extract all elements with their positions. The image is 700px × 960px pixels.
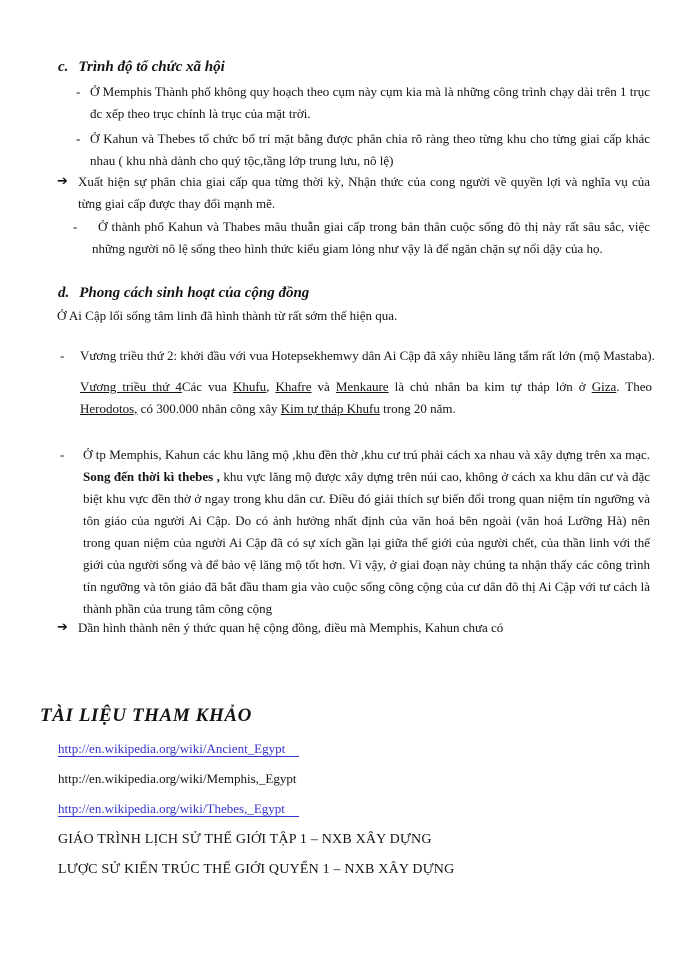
reference-book-2: LƯỢC SỬ KIẾN TRÚC THẾ GIỚI QUYỂN 1 – NXB XÂY DỰNG [58,862,455,877]
paragraph-dynasty-4: Vương triều thứ 4Các vua Khufu, Khafre và Menkaure là chủ nhân ba kim tự tháp lớn ở Giza. Theo Herodotos, có 300.000 nhân công xây Kim tự tháp Khufu trong 20 năm. [80,379,653,416]
section-c-title: Trình độ tổ chức xã hội [78,59,225,75]
reference-link-memphis-egypt [58,770,296,788]
list-item-text: Ở thành phố Kahun và Thabes mâu thuẫn giai cấp trong bản thân cuộc sống đô thị này rất sâu sắc, việc những người nô lệ sống theo hình thức kiểu giam lỏng như vậy là để ngăn chặn sự nổi dậy của họ. [92,219,650,256]
section-d-label: d. [58,285,70,301]
list-item-memphis-kahun-tombs [60,444,650,620]
arrow-bullet-icon: ➔ [57,174,68,189]
list-item-text: Ở tp Memphis, Kahun các khu lăng mộ ,khu đền thờ ,khu cư trú phải cách xa nhau và xây dựng trên xa mạc. Song đến thời kì thebes , khu vực lăng mộ được xây dựng trên núi cao, không ở cách xa khu dân cư và đặc biệt khu vực đền thờ ở ngay trong khu dân cư. Điều đó giải thích sự biến đổi trong quan niệm tín ngưỡng và tôn giáo của người Ai Cập. Do có ảnh hưởng nhất định của văn hoá bên ngoài (văn hoá Lưỡng Hà) nên trong quan niệm của người Ai Cập đã có sự xích gần lại giữa thế giới của người chết, của thần linh với thế giới của người sống và để bảo vệ lăng mộ tốt hơn. Vì vậy, ở giai đoạn này chúng ta nhận thấy các công trình tín ngưỡng và tôn giáo đã bắt đầu tham gia vào cuộc sống công cộng của cư dân đô thị Ai Cập với tư cách là thành phần của trung tâm công cộng [83,447,650,616]
list-item-class-conflict [73,216,650,260]
section-c-heading [58,57,225,77]
dash-bullet-icon: - [73,219,78,234]
section-d-title: Phong cách sinh hoạt của cộng đồng [79,285,310,301]
dash-bullet-icon: - [76,84,81,99]
list-item-memphis-axis [76,81,650,125]
reference-link-ancient-egypt[interactable] [58,740,299,758]
arrow-note-text: Dần hình thành nên ý thức quan hệ cộng đồng, điều mà Memphis, Kahun chưa có [78,620,504,635]
dash-bullet-icon: - [60,447,65,462]
link-text[interactable]: http://en.wikipedia.org/wiki/Thebes,_Egypt [58,801,299,817]
section-c-label: c. [58,59,69,75]
section-d-intro: Ở Ai Cập lối sống tâm linh đã hình thành từ rất sớm thể hiện qua. [57,308,398,323]
dash-bullet-icon: - [76,131,81,146]
reference-link-thebes-egypt[interactable] [58,800,299,818]
arrow-bullet-icon: ➔ [57,620,68,635]
section-d-heading [58,283,309,303]
arrow-note-community [57,617,650,639]
reference-book-1: GIÁO TRÌNH LỊCH SỬ THẾ GIỚI TẬP 1 – NXB XÂY DỰNG [58,832,432,847]
list-item-text: Ở Kahun và Thebes tổ chức bố trí mặt bằng được phân chia rõ ràng theo từng khu cho từng giai cấp khác nhau ( khu nhà dành cho quý tộc,tầng lớp trung lưu, nô lệ) [90,131,650,168]
arrow-note-class-division [57,171,650,215]
arrow-note-text: Xuất hiện sự phân chia giai cấp qua từng thời kỳ, Nhận thức của cong người về quyền lợi và nghĩa vụ của từng giai cấp được thay đổi mạnh mẽ. [78,174,650,211]
link-text[interactable]: http://en.wikipedia.org/wiki/Ancient_Egypt [58,741,299,757]
list-item-dynasty-2 [60,345,655,367]
link-text: http://en.wikipedia.org/wiki/Memphis,_Egypt [58,771,297,786]
list-item-text: Ở Memphis Thành phố không quy hoạch theo cụm này cụm kia mà là những công trình chạy dài trên 1 trục đc xếp theo trục chính là trục của mặt trời. [90,84,650,121]
list-item-kahun-thebes-zoning [76,128,650,172]
list-item-text: Vương triều thứ 2: khởi đầu với vua Hotepsekhemwy dân Ai Cập đã xây nhiều lăng tẩm rất lớn (mộ Mastaba). [80,348,655,363]
dash-bullet-icon: - [60,348,65,363]
references-title: TÀI LIỆU THAM KHẢO [40,705,252,726]
